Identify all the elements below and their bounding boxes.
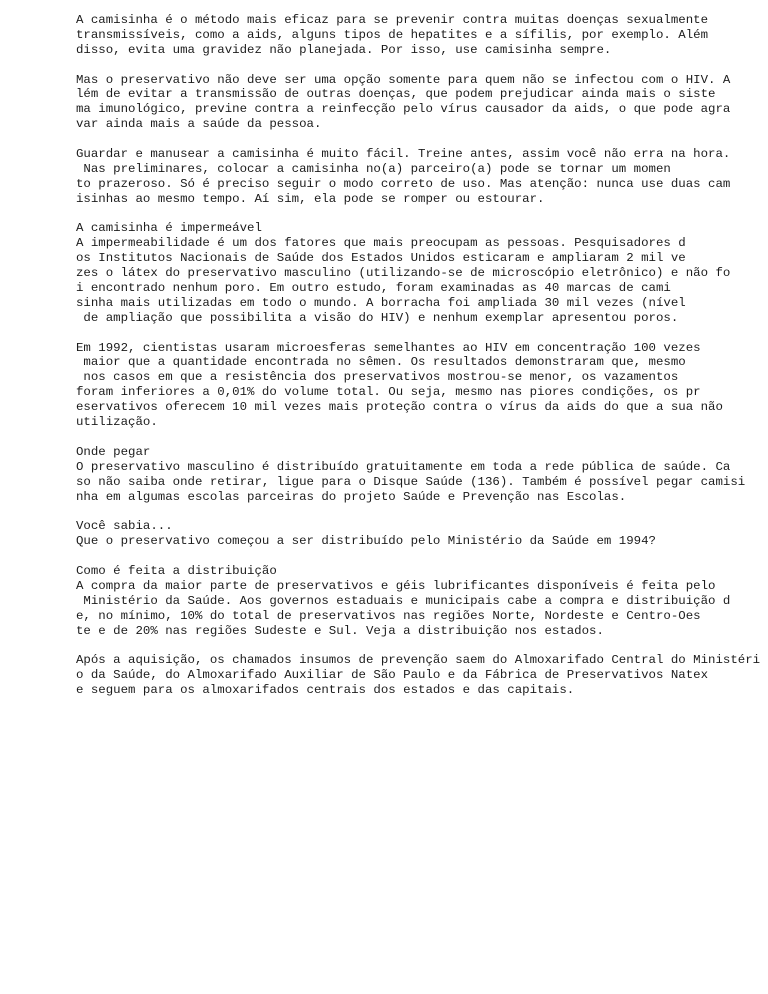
section-did-you-know	[76, 519, 768, 549]
paragraph-hiv	[76, 73, 768, 133]
text-line: var ainda mais a saúde da pessoa.	[76, 117, 322, 132]
text-line: i encontrado nenhum poro. Em outro estudo, foram examinadas as 40 marcas de cami	[76, 281, 671, 296]
text-line: zes o látex do preservativo masculino (utilizando-se de microscópio eletrônico) e não fo	[76, 266, 731, 281]
text-line: maior que a quantidade encontrada no sêmen. Os resultados demonstraram que, mesmo	[76, 355, 686, 370]
text-line: sinha mais utilizadas em todo o mundo. A borracha foi ampliada 30 mil vezes (nível	[76, 295, 686, 310]
text-line: Em 1992, cientistas usaram microesferas semelhantes ao HIV em concentração 100 vezes	[76, 340, 701, 355]
text-line: te e de 20% nas regiões Sudeste e Sul. Veja a distribuição nos estados.	[76, 623, 604, 638]
text-line: lém de evitar a transmissão de outras doenças, que podem prejudicar ainda mais o siste	[76, 87, 716, 102]
text-line: o da Saúde, do Almoxarifado Auxiliar de São Paulo e da Fábrica de Preservativos Natex	[76, 668, 709, 683]
text-line: nos casos em que a resistência dos preservativos mostrou-se menor, os vazamentos	[76, 370, 679, 385]
document-body	[76, 13, 768, 713]
text-line: de ampliação que possibilita a visão do HIV) e nenhum exemplar apresentou poros.	[76, 310, 679, 325]
paragraph-1992-study	[76, 341, 768, 430]
text-line: Que o preservativo começou a ser distribuído pelo Ministério da Saúde em 1994?	[76, 534, 656, 549]
text-line: Após a aquisição, os chamados insumos de prevenção saem do Almoxarifado Central do Ministéri	[76, 653, 761, 668]
section-heading: Você sabia...	[76, 519, 173, 534]
text-line: transmissíveis, como a aids, alguns tipos de hepatites e a sífilis, por exemplo. Além	[76, 27, 709, 42]
text-line: A impermeabilidade é um dos fatores que mais preocupam as pessoas. Pesquisadores d	[76, 236, 686, 251]
text-line: disso, evita uma gravidez não planejada. Por isso, use camisinha sempre.	[76, 42, 612, 57]
text-line: utilização.	[76, 415, 158, 430]
section-where-to-get	[76, 445, 768, 505]
text-line: ma imunológico, previne contra a reinfecção pelo vírus causador da aids, o que pode agra	[76, 102, 731, 117]
text-line: to prazeroso. Só é preciso seguir o modo correto de uso. Mas atenção: nunca use duas cam	[76, 176, 731, 191]
text-line: e, no mínimo, 10% do total de preservativos nas regiões Norte, Nordeste e Centro-Oes	[76, 608, 701, 623]
text-line: O preservativo masculino é distribuído gratuitamente em toda a rede pública de saúde. Ca	[76, 459, 731, 474]
text-line: foram inferiores a 0,01% do volume total. Ou seja, mesmo nas piores condições, os pr	[76, 385, 701, 400]
section-impermeable	[76, 221, 768, 325]
section-heading: A camisinha é impermeável	[76, 221, 262, 236]
text-line: nha em algumas escolas parceiras do projeto Saúde e Prevenção nas Escolas.	[76, 489, 627, 504]
text-line: e seguem para os almoxarifados centrais dos estados e das capitais.	[76, 683, 575, 698]
paragraph-intro	[76, 13, 768, 58]
text-line: so não saiba onde retirar, ligue para o Disque Saúde (136). Também é possível pegar camisi	[76, 474, 746, 489]
text-line: eservativos oferecem 10 mil vezes mais proteção contra o vírus da aids do que a sua não	[76, 400, 723, 415]
text-line: Nas preliminares, colocar a camisinha no(a) parceiro(a) pode se tornar um momen	[76, 161, 671, 176]
text-line: Mas o preservativo não deve ser uma opção somente para quem não se infectou com o HIV. A	[76, 72, 731, 87]
paragraph-acquisition	[76, 653, 768, 698]
section-distribution	[76, 564, 768, 638]
text-line: A compra da maior parte de preservativos e géis lubrificantes disponíveis é feita pelo	[76, 578, 716, 593]
section-heading: Onde pegar	[76, 444, 151, 459]
text-line: isinhas ao mesmo tempo. Aí sim, ela pode se romper ou estourar.	[76, 191, 545, 206]
paragraph-usage	[76, 147, 768, 207]
section-heading: Como é feita a distribuição	[76, 563, 277, 578]
text-line: Ministério da Saúde. Aos governos estaduais e municipais cabe a compra e distribuição d	[76, 593, 731, 608]
text-line: A camisinha é o método mais eficaz para se prevenir contra muitas doenças sexualmente	[76, 13, 709, 27]
text-line: Guardar e manusear a camisinha é muito fácil. Treine antes, assim você não erra na hora.	[76, 147, 731, 162]
text-line: os Institutos Nacionais de Saúde dos Estados Unidos esticaram e ampliaram 2 mil ve	[76, 251, 686, 266]
